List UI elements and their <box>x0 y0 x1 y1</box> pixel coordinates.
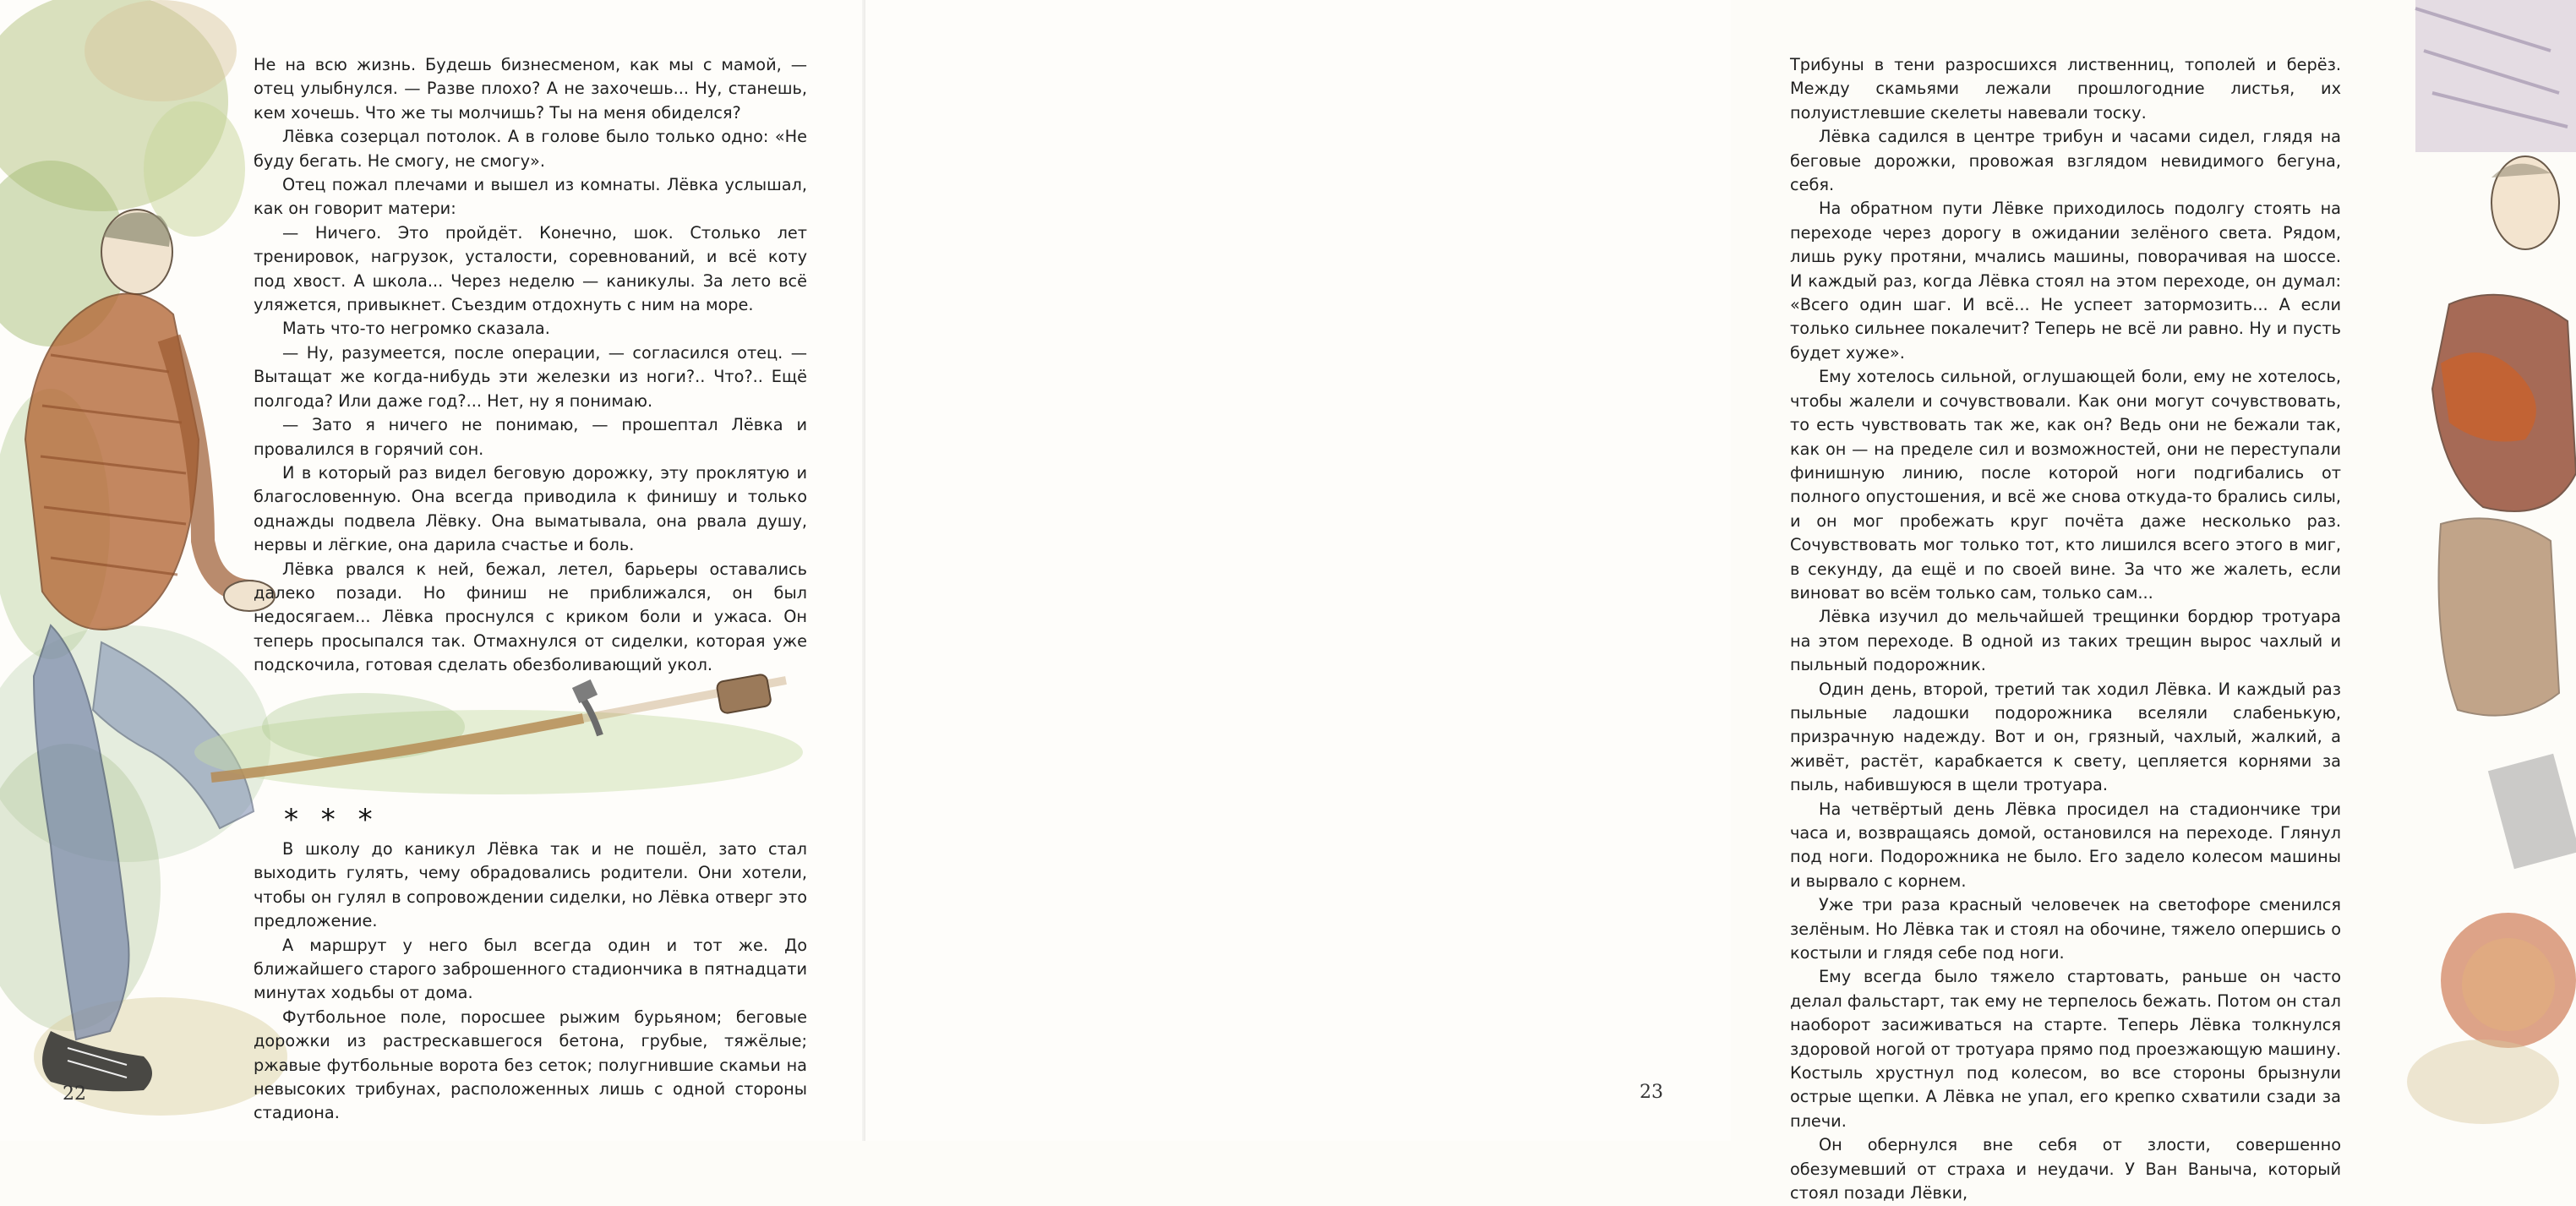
paragraph: Лёвка садился в центре трибун и часами сидел, глядя на беговые дорожки, провожая взглядом невидимого бегуна, себя. <box>1790 127 2341 195</box>
paragraph: — Ничего. Это пройдёт. Конечно, шок. Столько лет тренировок, нагрузок, усталости, соревнований, и всё коту под хвост. А школа... Через неделю — каникулы. За лето всё уляжется, привыкнет. Съездим отдохнуть с ним на море. <box>254 222 807 315</box>
paragraph: — Зато я ничего не понимаю, — прошептал Лёвка и провалился в горячий сон. <box>254 415 807 459</box>
section-separator: * * * <box>284 803 379 837</box>
paragraph: Трибуны в тени разросшихся лиственниц, тополей и берёз. Между скамьями лежали прошлогодние листья, их полуистлевшие скелеты навевали тоску. <box>1790 55 2341 123</box>
boy-sitting-illustration <box>0 0 279 1141</box>
paragraph: И в который раз видел беговую дорожку, эту проклятую и благословенную. Она всегда приводила к финишу и только однажды подвела Лёвку. Она выматывала, она рвала душу, нервы и лёгкие, она дарила счастье и боль. <box>254 462 807 555</box>
paragraph: А маршрут у него был всегда один и тот же. До ближайшего старого заброшенного стадиончика в пятнадцати минутах ходьбы от дома. <box>254 935 807 1003</box>
right-page-text <box>1790 53 2341 1206</box>
paragraph: — Ну, разумеется, после операции, — согласился отец. — Вытащат же когда-нибудь эти железки из ноги?.. Что?.. Ещё полгода? Или даже год?... Нет, ну я понимаю. <box>254 342 807 411</box>
paragraph: Лёвка созерцал потолок. А в голове было только одно: «Не буду бегать. Не смогу, не смогу». <box>254 127 807 171</box>
paragraph: Футбольное поле, поросшее рыжим бурьяном; беговые дорожки из растрескавшегося бетона, грубые, тяжёлые; ржавые футбольные ворота без сеток; полугнившие скамьи на невысоких трибунах, расположенных лишь с одной стороны стадиона. <box>254 1007 807 1123</box>
paragraph: На обратном пути Лёвке приходилось подолгу стоять на переходе через дорогу в ожидании зелёного света. Рядом, лишь руку протяни, мчались машины, поворачивая на шоссе. И каждый раз, когда Лёвка стоял на этом переходе, он думал: «Всего один шаг. И всё... Не успеет затормозить... А если только сильнее покалечит? Теперь не всё ли равно. Ну и пусть будет хуже». <box>1790 199 2341 363</box>
paragraph: Лёвка изучил до мельчайшей трещинки бордюр тротуара на этом переходе. В одной из таких трещин вырос чахлый и пыльный подорожник. <box>1790 607 2341 675</box>
page-number: 22 <box>63 1083 86 1105</box>
man-illustration <box>2382 0 2576 1141</box>
paragraph: Уже три раза красный человечек на светофоре сменился зелёным. Но Лёвка так и стоял на обочине, тяжело опершись о костыли и глядя себе под ноги. <box>1790 895 2341 963</box>
page-number: 23 <box>1640 1082 1663 1103</box>
paragraph: Не на всю жизнь. Будешь бизнесменом, как мы с мамой, — отец улыбнулся. — Разве плохо? А не захочешь... Ну, станешь, кем хочешь. Что же ты молчишь? Ты на меня обиделся? <box>254 55 807 123</box>
paragraph: На четвёртый день Лёвка просидел на стадиончике три часа и, возвращаясь домой, остановился на переходе. Глянул под ноги. Подорожника не было. Его задело колесом машины и вырвало с корнем. <box>1790 799 2341 891</box>
paragraph: Мать что-то негромко сказала. <box>282 319 550 339</box>
left-page <box>0 0 865 1141</box>
paragraph: В школу до каникул Лёвка так и не пошёл, зато стал выходить гулять, чему обрадовались родители. Они хотели, чтобы он гулял в сопровождении сиделки, но Лёвка отверг это предложение. <box>254 839 807 931</box>
right-page <box>865 0 2341 1203</box>
paragraph: Ему всегда было тяжело стартовать, раньше он часто делал фальстарт, так ему не терпелось бежать. Потом он стал наоборот засиживаться на старте. Теперь Лёвка толкнулся здоровой ногой от тротуара прямо под проезжающую машину. Костыль хрустнул под колесом, во все стороны брызнули острые щепки. А Лёвка не упал, его крепко схватили сзади за плечи. <box>1790 967 2341 1131</box>
left-page-bottom-text <box>254 838 807 1126</box>
left-page-top-text <box>254 53 807 678</box>
paragraph: Ему хотелось сильной, оглушающей боли, ему не хотелось, чтобы жалели и сочувствовали. Как они могут сочувствовать, то есть чувствовать так же, как он? Ведь они не бежали так, как он — на пределе сил и возможностей, они не переступали финишную линию, после которой ноги подгибались от полного опустошения, и всё же снова откуда-то брались силы, и он мог пробежать круг почёта даже несколько раз. Сочувствовать мог только тот, кто лишился всего этого в миг, в секунду, да ещё и по своей вине. За что же жалеть, если виноват во всём только сам, только сам... <box>1790 367 2341 603</box>
paragraph: Один день, второй, третий так ходил Лёвка. И каждый раз пыльные ладошки подорожника вселяли слабенькую, призрачную надежду. Вот и он, грязный, чахлый, жалкий, а живёт, растёт, карабкается к свету, цепляется корнями за пыль, набившуюся в щели тротуара. <box>1790 679 2341 795</box>
paragraph: Отец пожал плечами и вышел из комнаты. Лёвка услышал, как он говорит матери: <box>254 175 807 219</box>
paragraph: Лёвка рвался к ней, бежал, летел, барьеры оставались далеко позади. Но финиш не приближался, он был недосягаем... Лёвка проснулся с криком боли и ужаса. Он теперь просыпался так. Отмахнулся от сиделки, которая уже подскочила, готовая сделать обезболивающий укол. <box>254 559 807 675</box>
paragraph: Он обернулся вне себя от злости, совершенно обезумевший от страха и неудачи. У Ван Ваныча, который стоял позади Лёвки, <box>1790 1135 2341 1203</box>
